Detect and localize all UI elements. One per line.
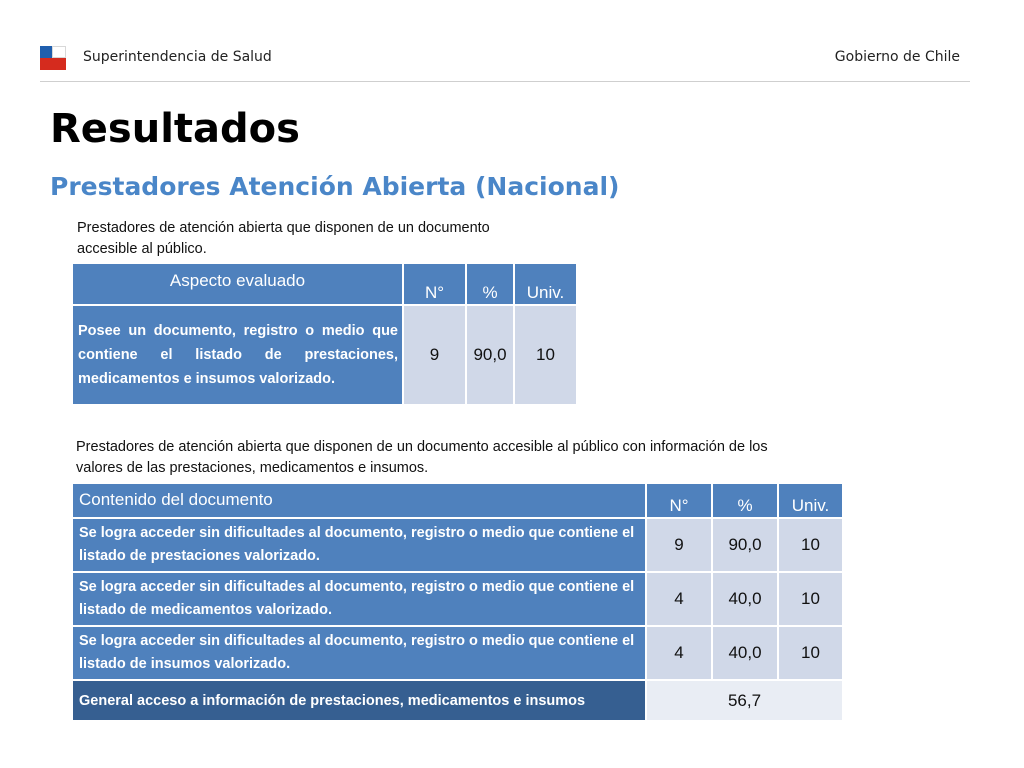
row-label: Se logra acceder sin dificultades al documento, registro o medio que contiene el listado de medicamentos valorizado. bbox=[73, 573, 645, 625]
table-header-row bbox=[73, 264, 576, 304]
government-name: Gobierno de Chile bbox=[834, 49, 960, 65]
cell-n: 4 bbox=[647, 573, 711, 625]
cell-n: 4 bbox=[647, 627, 711, 679]
cell-univ: 10 bbox=[515, 306, 576, 404]
general-value: 56,7 bbox=[647, 681, 842, 720]
row-label: Posee un documento, registro o medio que contiene el listado de prestaciones, medicamentos e insumos valorizado. bbox=[73, 306, 402, 404]
table1-caption: Prestadores de atención abierta que disponen de un documento accesible al público. bbox=[77, 220, 490, 257]
cell-univ: 10 bbox=[779, 627, 842, 679]
table-row bbox=[73, 519, 842, 571]
header-univ: Univ. bbox=[779, 484, 842, 517]
organization-name: Superintendencia de Salud bbox=[83, 49, 272, 65]
page-subtitle: Prestadores Atención Abierta (Nacional) bbox=[50, 172, 620, 201]
header-aspect: Aspecto evaluado bbox=[73, 264, 402, 304]
table-header-row bbox=[73, 484, 842, 517]
cell-n: 9 bbox=[404, 306, 465, 404]
content-table bbox=[71, 482, 844, 722]
cell-pct: 40,0 bbox=[713, 573, 777, 625]
header-univ: Univ. bbox=[515, 264, 576, 304]
cell-n: 9 bbox=[647, 519, 711, 571]
general-row bbox=[73, 681, 842, 720]
table-row bbox=[73, 573, 842, 625]
page-header bbox=[40, 44, 970, 72]
header-pct: % bbox=[467, 264, 513, 304]
header-n: N° bbox=[404, 264, 465, 304]
header-n: N° bbox=[647, 484, 711, 517]
general-label: General acceso a información de prestaciones, medicamentos e insumos bbox=[73, 681, 645, 720]
cell-pct: 90,0 bbox=[713, 519, 777, 571]
page-title: Resultados bbox=[50, 106, 300, 152]
chile-flag-icon bbox=[40, 46, 66, 70]
row-label: Se logra acceder sin dificultades al documento, registro o medio que contiene el listado de insumos valorizado. bbox=[73, 627, 645, 679]
cell-pct: 90,0 bbox=[467, 306, 513, 404]
table-row bbox=[73, 306, 576, 404]
cell-univ: 10 bbox=[779, 573, 842, 625]
cell-pct: 40,0 bbox=[713, 627, 777, 679]
header-content: Contenido del documento bbox=[73, 484, 645, 517]
table-row bbox=[73, 627, 842, 679]
aspect-table bbox=[71, 262, 578, 406]
header-pct: % bbox=[713, 484, 777, 517]
table2-caption: Prestadores de atención abierta que disponen de un documento accesible al público con información de los valores de las prestaciones, medicamentos e insumos. bbox=[76, 439, 768, 476]
row-label: Se logra acceder sin dificultades al documento, registro o medio que contiene el listado de prestaciones valorizado. bbox=[73, 519, 645, 571]
cell-univ: 10 bbox=[779, 519, 842, 571]
header-divider bbox=[40, 81, 970, 82]
